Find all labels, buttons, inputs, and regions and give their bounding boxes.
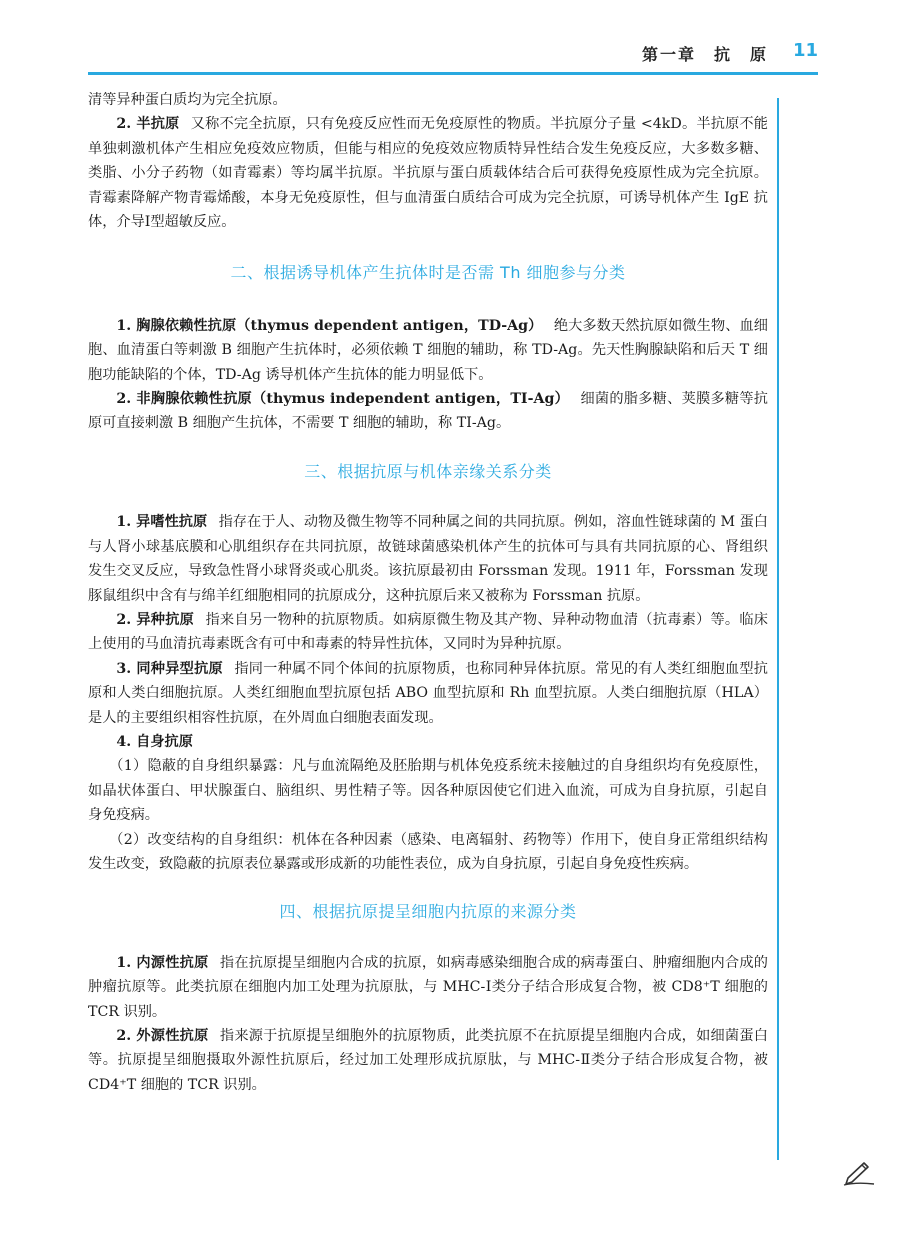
chapter-title: 第一章 抗 原 [641,45,768,64]
paragraph: 清等异种蛋白质均为完全抗原。 [88,92,287,108]
paragraph: 2. 外源性抗原 指来源于抗原提呈细胞外的抗原物质，此类抗原不在抗原提呈细胞内合成，如细菌蛋白等。抗原提呈细胞摄取外源性抗原后，经过加工处理形成抗原肽，与 MHC-Ⅱ类分子结合形成复合物，被 CD4⁺T 细胞的 TCR 识别。 [88,1028,768,1093]
pen-icon [842,1160,876,1186]
page-header [88,36,818,75]
page-body [88,88,768,1097]
paragraph: （1）隐蔽的自身组织暴露：凡与血流隔绝及胚胎期与机体免疫系统未接触过的自身组织均有免疫原性，如晶状体蛋白、甲状腺蛋白、脑组织、男性精子等。因各种原因使它们进入血流，可成为自身抗原，引起自身免疫病。 [88,758,768,824]
paragraph: 2. 半抗原 又称不完全抗原，只有免疫反应性而无免疫原性的物质。半抗原分子量 <4kD。半抗原不能单独刺激机体产生相应免疫效应物质，但能与相应的免疫效应物质特异性结合发生免疫反应，大多数多糖、类脂、小分子药物（如青霉素）等均属半抗原。半抗原与蛋白质载体结合后可获得免疫原性成为完全抗原。青霉素降解产物青霉烯酸，本身无免疫原性，但与血清蛋白质结合可成为完全抗原，可诱导机体产生 IgE 抗体，介导Ⅰ型超敏反应。 [88,116,768,231]
paragraph: 4. 自身抗原 [116,733,193,750]
paragraph: 1. 胸腺依赖性抗原（thymus dependent antigen，TD-Ag） 绝大多数天然抗原如微生物、血细胞、血清蛋白等刺激 B 细胞产生抗体时，必须依赖 T 细胞的辅助，称 TD-Ag。先天性胸腺缺陷和后天 T 细胞功能缺陷的个体，TD-Ag 诱导机体产生抗体的能力明显低下。 [88,317,768,383]
paragraph: 2. 非胸腺依赖性抗原（thymus independent antigen，TI-Ag） 细菌的脂多糖、荚膜多糖等抗原可直接刺激 B 细胞产生抗体，不需要 T 细胞的辅助，称 TI-Ag。 [88,391,768,432]
section-heading: 四、根据抗原提呈细胞内抗原的来源分类 [279,902,577,922]
side-rule [777,98,779,1160]
paragraph: 1. 异嗜性抗原 指存在于人、动物及微生物等不同种属之间的共同抗原。例如，溶血性链球菌的 M 蛋白与人肾小球基底膜和心肌组织存在共同抗原，故链球菌感染机体产生的抗体可与具有共同抗原的心、肾组织发生交叉反应，导致急性肾小球肾炎或心肌炎。该抗原最初由 Forssman 发现。1911 年，Forssman 发现豚鼠组织中含有与绵羊红细胞相同的抗原成分，这种抗原后来又被称为 Forssman 抗原。 [88,514,768,604]
paragraph: 3. 同种异型抗原 指同一种属不同个体间的抗原物质，也称同种异体抗原。常见的有人类红细胞血型抗原和人类白细胞抗原。人类红细胞血型抗原包括 ABO 血型抗原和 Rh 血型抗原。人类白细胞抗原（HLA）是人的主要组织相容性抗原，在外周血白细胞表面发现。 [88,660,768,726]
paragraph: （2）改变结构的自身组织：机体在各种因素（感染、电离辐射、药物等）作用下，使自身正常组织结构发生改变，致隐蔽的抗原表位暴露或形成新的功能性表位，成为自身抗原，引起自身免疫性疾病。 [88,831,768,872]
section-heading: 二、根据诱导机体产生抗体时是否需 Th 细胞参与分类 [230,263,626,283]
page-number: 11 [792,40,818,61]
section-heading: 三、根据抗原与机体亲缘关系分类 [304,461,552,481]
paragraph: 1. 内源性抗原 指在抗原提呈细胞内合成的抗原，如病毒感染细胞合成的病毒蛋白、肿瘤细胞内合成的肿瘤抗原等。此类抗原在细胞内加工处理为抗原肽，与 MHC-Ⅰ类分子结合形成复合物，被 CD8⁺T 细胞的 TCR 识别。 [88,954,768,1020]
paragraph: 2. 异种抗原 指来自另一物种的抗原物质。如病原微生物及其产物、异种动物血清（抗毒素）等。临床上使用的马血清抗毒素既含有可中和毒素的特异性抗体，又同时为异种抗原。 [88,611,768,653]
